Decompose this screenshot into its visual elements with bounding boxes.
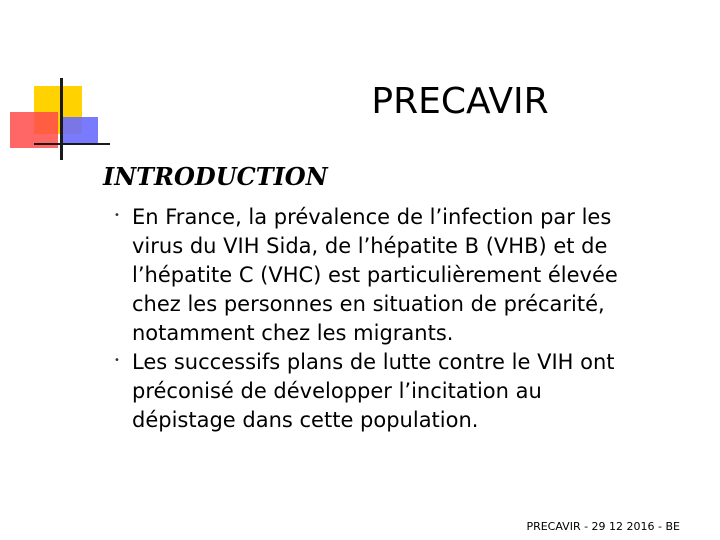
bullet-line: dépistage dans cette population. (132, 408, 479, 432)
bullet-line: l’hépatite C (VHC) est particulièrement élevée (132, 263, 618, 287)
vertical-line-decoration (60, 78, 63, 160)
bullet-marker-icon: • (114, 355, 120, 366)
horizontal-line-decoration (34, 143, 110, 145)
bullet-line: virus du VIH Sida, de l’hépatite B (VHB) et de (132, 234, 608, 258)
bullet-item-1 (110, 203, 690, 348)
bullet-line: En France, la prévalence de l’infection par les (132, 205, 612, 229)
bullet-line: chez les personnes en situation de précarité, (132, 292, 605, 316)
decorative-logo-squares (0, 0, 110, 170)
bullet-line: notamment chez les migrants. (132, 321, 454, 345)
bullet-line: Les successifs plans de lutte contre le VIH ont (132, 350, 615, 374)
section-heading: INTRODUCTION (103, 162, 328, 191)
bullet-list (110, 203, 690, 435)
slide-title: PRECAVIR (371, 81, 549, 122)
bullet-marker-icon: • (114, 210, 120, 221)
blue-square-decoration (62, 117, 98, 143)
bullet-item-2 (110, 348, 690, 435)
bullet-line: préconisé de développer l’incitation au (132, 379, 542, 403)
slide-footer: PRECAVIR - 29 12 2016 - BE (526, 520, 680, 533)
